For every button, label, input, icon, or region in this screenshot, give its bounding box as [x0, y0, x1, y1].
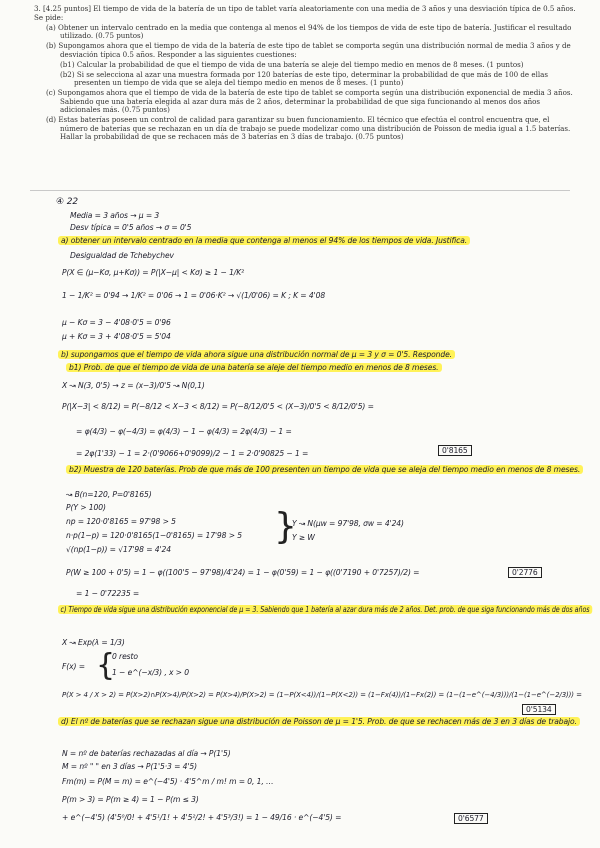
hw-complement: P(m > 3) = P(m ≥ 4) = 1 − P(m ≤ 3): [62, 795, 199, 804]
hw-binomial: ↝ B(n=120, P=0'8165): [66, 490, 152, 499]
hw-phi-step: = φ(4/3) − φ(−4/3) = φ(4/3) − 1 − φ(4/3) = 2φ(4/3) − 1 =: [76, 427, 292, 436]
hw-m-def: M = nº " " en 3 días → P(1'5·3 = 4'5): [62, 762, 197, 771]
hw-solve-k: 1 − 1/K² = 0'94 → 1/K² = 0'06 → 1 = 0'06·K² → √(1/0'06) = K ; K = 4'08: [62, 291, 326, 300]
question-b1: (b1) Calcular la probabilidad de que el tiempo de vida de una batería se aleje del tiempo medio en menos de 8 meses. (1 puntos): [60, 59, 524, 69]
answer-d: 0'6577: [454, 814, 488, 823]
hw-part-c-statement: c) Tiempo de vida sigue una distribución exponencial de μ = 3. Sabiendo que 1 batería al azar dura más de 2 años. Det. prob. de que siga funcionando más de dos años: [58, 605, 592, 614]
hw-standardize: X ↝ N(3, 0'5) → z = (x−3)/0'5 ↝ N(0,1): [62, 381, 205, 390]
hw-part-b1-statement: b1) Prob. de que el tiempo de vida de una batería se aleje del tiempo medio en menos de 8 meses.: [66, 363, 442, 372]
hw-poisson-pmf: Fm(m) = P(M = m) = e^(−4'5) · 4'5^m / m! m = 0, 1, …: [62, 777, 274, 786]
hw-py-gt-100: P(Y > 100): [66, 503, 106, 512]
hw-prob-b1: P(|X−3| < 8/12) = P(−8/12 < X−3 < 8/12) = P(−8/12/0'5 < (X−3)/0'5 < 8/12/0'5) =: [62, 402, 374, 411]
answer-c: 0'5134: [522, 705, 556, 714]
question-b2: (b2) Si se selecciona al azar una muestra formada por 120 baterías de este tipo, determinar la probabilidad de que más de 100 de ellas presenten un tiempo de vida que se aleja del tiempo medio en menos de 8 meses. (1 punto): [60, 69, 548, 87]
question-c: (c) Supongamos ahora que el tiempo de vida de la batería de este tipo de tablet se comporta según una distribución exponencial de media 3 años. Sabiendo que una batería elegida al azar dura más de 2 años, determinar la probabilidad de que siga funcionando al menos dos años adicionales más. (0.75 puntos): [46, 88, 573, 114]
hw-normal-approx: Y ↝ N(μw = 97'98, σw = 4'24): [292, 519, 404, 528]
brace-icon: }: [274, 506, 297, 547]
hw-np: np = 120·0'8165 = 97'98 > 5: [66, 517, 176, 526]
section-divider: [30, 190, 570, 191]
hw-chebyshev-title: Desigualdad de Tchebychev: [70, 251, 174, 260]
exercise-number: ④ 22: [56, 197, 78, 207]
hw-phi-interp: = 2φ(1'33) − 1 = 2·(0'9066+0'9099)/2 − 1 = 2·0'90825 − 1 =: [76, 449, 309, 458]
hw-stddev: Desv típica = 0'5 años → σ = 0'5: [70, 223, 192, 232]
question-d: (d) Estas baterías poseen un control de calidad para garantizar su buen funcionamiento. El técnico que efectúa el control encuentra que, el número de baterías que se rechazan en un día de trabajo se puede modelizar como una distribución de Poisson de media igual a 1.5 baterías. Hallar la probabilidad de que se rechacen más de 3 baterías en 3 días de trabajo. (0.75 puntos): [46, 115, 571, 141]
hw-part-b2-statement: b2) Muestra de 120 baterías. Prob de que más de 100 presenten un tiempo de vida que se aleja del tiempo medio en menos de 8 meses.: [66, 465, 583, 474]
hw-exponential: X ↝ Exp(λ = 1/3): [62, 638, 125, 647]
question-b: (b) Supongamos ahora que el tiempo de vida de la batería de este tipo de tablet se comporta según una distribución normal de media 3 años y de desviación típica 0.5 años. Responder a las siguientes cuestiones:: [46, 41, 571, 59]
hw-n-def: N = nº de baterías rechazadas al día → P(1'5): [62, 749, 231, 758]
hw-part-a-statement: a) obtener un intervalo centrado en la media que contenga al menos el 94% de los tiempos de vida. Justifica.: [58, 236, 470, 245]
hw-cdf-label: F(x) =: [62, 662, 85, 671]
hw-chebyshev-ineq: P(X ∈ (μ−Kσ, μ+Kσ)) = P(|X−μ| < Kσ) ≥ 1 − 1/K²: [62, 268, 245, 277]
hw-part-b-statement: b) supongamos que el tiempo de vida ahora sigue una distribución normal de μ = 3 y σ = 0'5. Responde.: [58, 350, 455, 359]
hw-upper-bound: μ + Kσ = 3 + 4'08·0'5 = 5'04: [62, 332, 171, 341]
hw-y-w: Y ≥ W: [292, 533, 315, 542]
hw-part-d-statement: d) El nº de baterías que se rechazan sigue una distribución de Poisson de μ = 1'5. Prob. de que se rechacen más de 3 en 3 días de trabajo.: [58, 717, 580, 726]
problem-header: 3. [4.25 puntos] El tiempo de vida de la batería de un tipo de tablet varía aleatoriamente con una media de 3 años y una desviación típica de 0.5 años. Se pide:: [34, 4, 576, 22]
hw-conditional: P(X > 4 / X > 2) = P(X>2)∩P(X>4)/P(X>2) = P(X>4)/P(X>2) = (1−P(X<4))/(1−P(X<2)) = (1−Fx(4))/(1−Fx(2)) = (1−(1−e^(−4/3)))/(1−(1−e^(−2/3))) =: [62, 691, 582, 699]
question-a: (a) Obtener un intervalo centrado en la media que contenga al menos el 94% de los tiempos de vida de este tipo de batería. Justificar el resultado utilizado. (0.75 puntos): [46, 22, 572, 40]
hw-npq: n·p(1−p) = 120·0'8165(1−0'8165) = 17'98 > 5: [66, 531, 243, 540]
brace-icon: {: [96, 648, 116, 683]
hw-continuity: P(W ≥ 100 + 0'5) = 1 − φ((100'5 − 97'98)/4'24) = 1 − φ(0'59) = 1 − φ((0'7190 + 0'7257)/2) =: [66, 568, 420, 577]
answer-b2: 0'2776: [508, 568, 542, 577]
hw-mean: Media = 3 años → μ = 3: [70, 211, 160, 220]
hw-cdf-rest: 0 resto: [112, 652, 138, 661]
hw-sigma: √(np(1−p)) = √17'98 = 4'24: [66, 545, 171, 554]
problem-statement: [34, 5, 578, 143]
answer-b1: 0'8165: [438, 446, 472, 455]
hw-result-b2: = 1 − 0'72235 =: [76, 589, 140, 598]
hw-lower-bound: μ − Kσ = 3 − 4'08·0'5 = 0'96: [62, 318, 171, 327]
hw-poisson-sum: + e^(−4'5) (4'5⁰/0! + 4'5¹/1! + 4'5²/2! + 4'5³/3!) = 1 − 49/16 · e^(−4'5) =: [62, 813, 342, 822]
hw-cdf-formula: 1 − e^(−x/3) , x > 0: [112, 668, 189, 677]
